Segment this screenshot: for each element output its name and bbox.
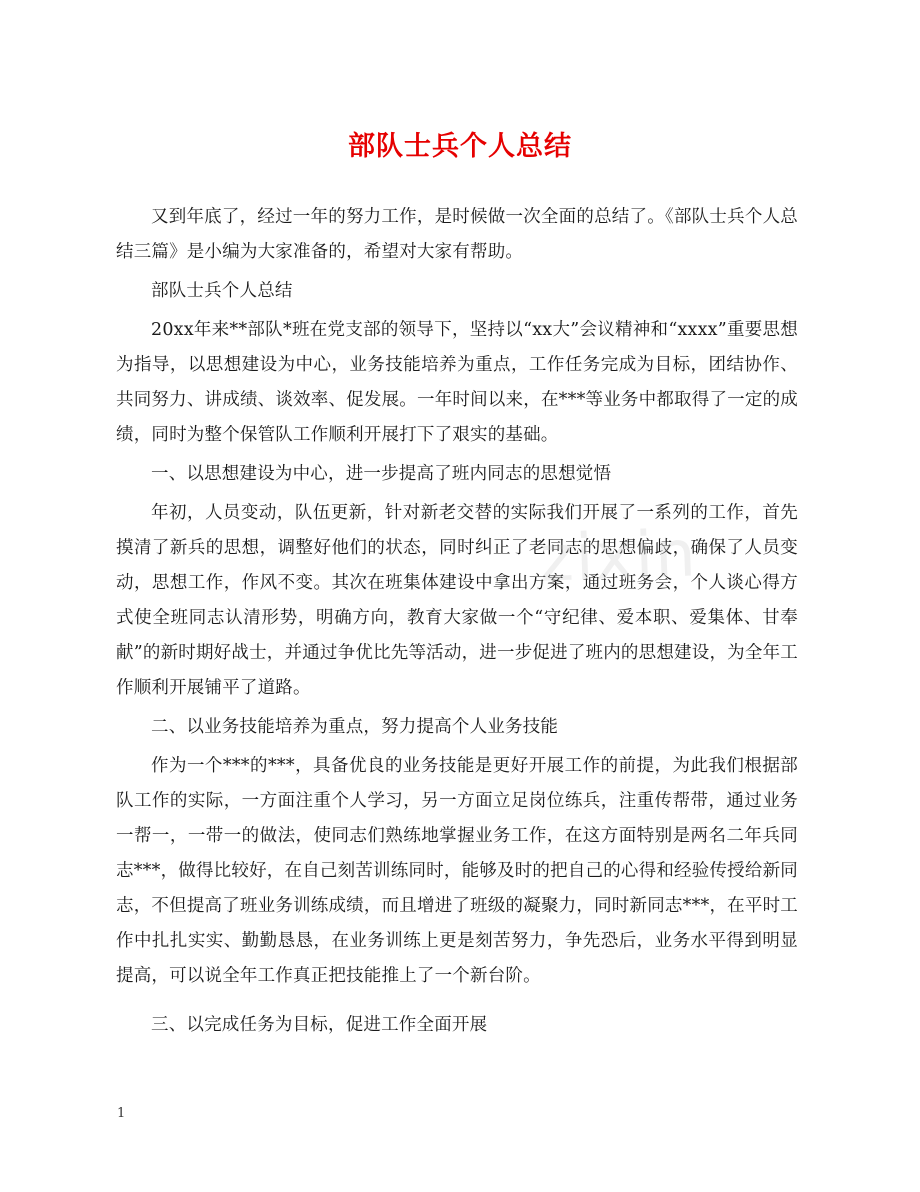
section-heading-1: 一、以思想建设为中心，进一步提高了班内同志的思想觉悟 [151, 464, 612, 484]
overview-paragraph: 20xx年来**部队*班在党支部的领导下，坚持以“xx大”会议精神和“xxxx”重要思想为指导，以思想建设为中心，业务技能培养为重点，工作任务完成为目标，团结协作、共同努力、讲成绩、谈效率、促发展。一年时间以来，在***等业务中都取得了一定的成绩，同时为整个保管队工作顺利开展打下了艰实的基础。 [116, 320, 798, 445]
document-body [116, 200, 798, 1043]
section-2-paragraph: 作为一个***的***，具备优良的业务技能是更好开展工作的前提，为此我们根据部队工作的实际，一方面注重个人学习，另一方面立足岗位练兵，注重传帮带，通过业务一帮一，一带一的做法，使同志们熟练地掌握业务工作，在这方面特别是两名二年兵同志***，做得比较好，在自己刻苦训练同时，能够及时的把自己的心得和经验传授给新同志，不但提高了班业务训练成绩，而且增进了班级的凝聚力，同时新同志***，在平时工作中扎扎实实、勤勤恳恳，在业务训练上更是刻苦努力，争先恐后，业务水平得到明显提高，可以说全年工作真正把技能推上了一个新台阶。 [116, 756, 798, 986]
intro-paragraph: 又到年底了，经过一年的努力工作，是时候做一次全面的总结了。《部队士兵个人总结三篇》是小编为大家准备的，希望对大家有帮助。 [116, 207, 798, 262]
section-heading-3: 三、以完成任务为目标，促进工作全面开展 [151, 1015, 488, 1035]
section-heading-2: 二、以业务技能培养为重点，努力提高个人业务技能 [151, 717, 559, 737]
subtitle-paragraph: 部队士兵个人总结 [151, 281, 293, 301]
page-number: 1 [117, 1106, 126, 1121]
document-title: 部队士兵个人总结 [348, 131, 572, 162]
section-1-paragraph: 年初，人员变动，队伍更新，针对新老交替的实际我们开展了一系列的工作，首先摸清了新兵的思想，调整好他们的状态，同时纠正了老同志的思想偏歧，确保了人员变动，思想工作，作风不变。其次在班集体建设中拿出方案，通过班务会，个人谈心得方式使全班同志认清形势，明确方向，教育大家做一个“守纪律、爱本职、爱集体、甘奉献”的新时期好战士，并通过争优比先等活动，进一步促进了班内的思想建设，为全年工作顺利开展铺平了道路。 [116, 503, 798, 698]
watermark: zixin [538, 517, 699, 597]
